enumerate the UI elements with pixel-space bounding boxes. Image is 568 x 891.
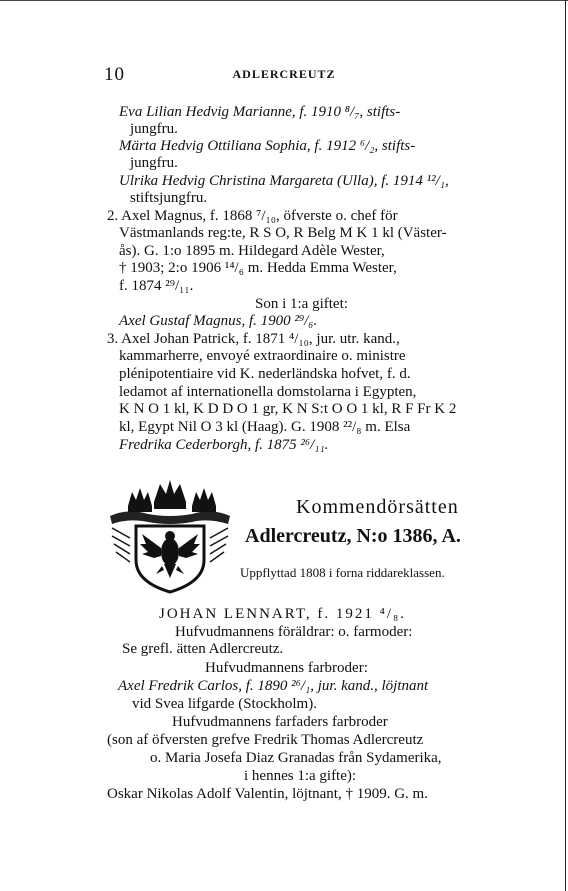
entry-line: Axel Gustaf Magnus, f. 1900 ²⁹/₆. — [119, 313, 318, 329]
entry-line: JOHAN LENNART, f. 1921 ⁴/₈. — [159, 606, 407, 622]
entry-line: (son af öfversten grefve Fredrik Thomas Adlercreutz — [107, 732, 424, 748]
entry-line: 2. Axel Magnus, f. 1868 ⁷/₁₀, öfverste o. chef för — [107, 208, 398, 224]
entry-line: K N O 1 kl, K D D O 1 gr, K N S:t O O 1 kl, R F Fr K 2 — [119, 401, 457, 417]
entry-line: Oskar Nikolas Adolf Valentin, löjtnant, † 1909. G. m. — [107, 786, 428, 802]
entry-line: i hennes 1:a gifte): — [244, 768, 357, 784]
entry-line: Hufvudmannens farbroder: — [205, 660, 368, 676]
entry-line: o. Maria Josefa Diaz Granadas från Sydamerika, — [150, 750, 442, 766]
entry-line: jungfru. — [130, 155, 178, 171]
section-title-name: Adlercreutz, N:o 1386, A. — [245, 525, 461, 547]
running-head: ADLERCREUTZ — [232, 67, 336, 81]
page-right-edge — [565, 0, 566, 891]
section-title: Kommendörsätten — [296, 496, 459, 518]
entry-line: Hufvudmannens farfaders farbroder — [172, 714, 388, 730]
entry-line: Märta Hedvig Ottiliana Sophia, f. 1912 ⁶/₂, stifts- — [119, 138, 416, 154]
entry-line: Västmanlands reg:te, R S O, R Belg M K 1 kl (Väster- — [119, 225, 447, 241]
entry-line: 3. Axel Johan Patrick, f. 1871 ⁴/₁₀, jur. utr. kand., — [107, 331, 400, 347]
section-subtitle: Uppflyttad 1808 i forna riddareklassen. — [240, 565, 445, 580]
coat-of-arms-icon — [108, 478, 232, 594]
entry-line: jungfru. — [130, 121, 178, 137]
entry-line: vid Svea lifgarde (Stockholm). — [132, 696, 317, 712]
entry-line: Hufvudmannens föräldrar: o. farmoder: — [175, 624, 413, 640]
entry-line: Axel Fredrik Carlos, f. 1890 ²⁶/₁, jur. kand., löjtnant — [118, 678, 429, 694]
page-header — [0, 64, 568, 88]
entry-line: Se grefl. ätten Adlercreutz. — [122, 641, 284, 657]
entry-line: f. 1874 ²⁹/₁₁. — [119, 278, 194, 294]
entry-line: Eva Lilian Hedvig Marianne, f. 1910 ⁸/₇, stifts- — [119, 104, 401, 120]
entry-line: kammarherre, envoyé extraordinaire o. ministre — [119, 348, 406, 364]
entry-line: Fredrika Cederborgh, f. 1875 ²⁶/₁₁. — [119, 437, 329, 453]
entry-line: † 1903; 2:o 1906 ¹⁴/₆ m. Hedda Emma Wester, — [119, 260, 397, 276]
entry-line: kl, Egypt Nil O 3 kl (Haag). G. 1908 ²²/₈ m. Elsa — [119, 419, 411, 435]
entry-line: Ulrika Hedvig Christina Margareta (Ulla), f. 1914 ¹²/₁, — [119, 173, 449, 189]
entry-line: Son i 1:a giftet: — [255, 296, 348, 312]
page-number: 10 — [104, 64, 125, 85]
entry-line: stiftsjungfru. — [130, 190, 208, 206]
page-top-edge — [0, 0, 568, 1]
entry-line: ås). G. 1:o 1895 m. Hildegard Adèle Wester, — [119, 243, 385, 259]
entry-line: ledamot af internationella domstolarna i Egypten, — [119, 384, 417, 400]
entry-line: plénipotentiaire vid K. nederländska hofvet, f. d. — [119, 366, 411, 382]
